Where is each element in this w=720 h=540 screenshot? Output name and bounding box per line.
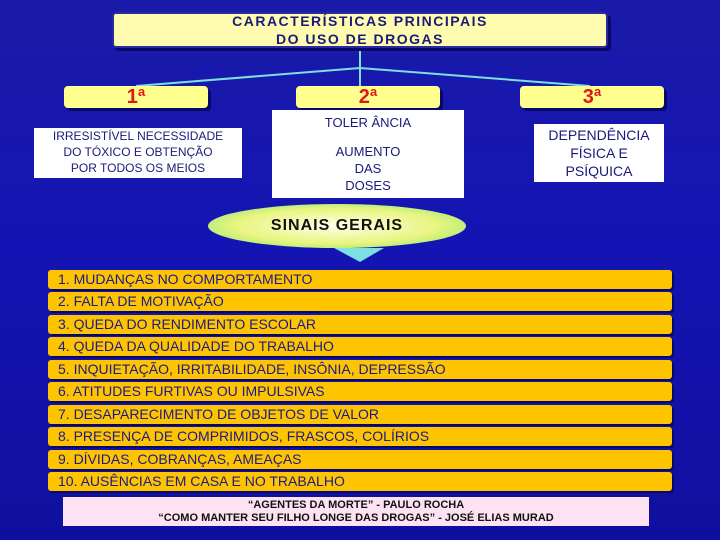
sign-item-6: 6. ATITUDES FURTIVAS OU IMPULSIVAS: [48, 382, 672, 401]
characteristic-3-line-3: PSÍQUICA: [565, 163, 633, 179]
characteristic-1-line-3: POR TODOS OS MEIOS: [70, 161, 206, 175]
signs-heading-text: SINAIS GERAIS: [270, 217, 404, 234]
characteristic-1-line-2: DO TÓXICO E OBTENÇÃO: [63, 145, 213, 159]
sign-item-3: 3. QUEDA DO RENDIMENTO ESCOLAR: [48, 315, 672, 334]
characteristic-2-heading: TOLER ÂNCIA: [324, 115, 412, 130]
characteristic-1-number: 1ª: [64, 86, 208, 108]
sign-item-9: 9. DÍVIDAS, COBRANÇAS, AMEAÇAS: [48, 450, 672, 469]
sign-item-7: 7. DESAPARECIMENTO DE OBJETOS DE VALOR: [48, 405, 672, 424]
characteristic-1-line-1: IRRESISTÍVEL NECESSIDADE: [52, 129, 224, 143]
characteristic-2-line-2: DAS: [354, 161, 382, 176]
sign-item-5: 5. INQUIETAÇÃO, IRRITABILIDADE, INSÔNIA, DEPRESSÃO: [48, 360, 672, 379]
characteristic-3-line-1: DEPENDÊNCIA: [548, 127, 650, 143]
characteristic-2-line-1: AUMENTO: [335, 144, 401, 159]
main-title: [112, 12, 608, 48]
characteristic-2-number: 2ª: [296, 86, 440, 108]
sign-item-2: 2. FALTA DE MOTIVAÇÃO: [48, 292, 672, 311]
characteristic-3-line-2: FÍSICA E: [570, 145, 628, 161]
characteristic-2-description: [272, 110, 464, 198]
credit-line-2: “COMO MANTER SEU FILHO LONGE DAS DROGAS” - JOSÉ ELIAS MURAD: [158, 511, 554, 524]
characteristic-2-line-3: DOSES: [345, 178, 391, 193]
characteristic-1-description: [34, 128, 242, 178]
title-line-2: DO USO DE DROGAS: [276, 31, 444, 47]
characteristic-3-description: [534, 124, 664, 182]
signs-heading: [208, 204, 466, 248]
sign-item-8: 8. PRESENÇA DE COMPRIMIDOS, FRASCOS, COLÍRIOS: [48, 427, 672, 446]
credit-line-1: “AGENTES DA MORTE” - PAULO ROCHA: [247, 498, 465, 511]
sign-item-1: 1. MUDANÇAS NO COMPORTAMENTO: [48, 270, 672, 289]
down-arrow-icon: [334, 248, 384, 262]
characteristic-3-number: 3ª: [520, 86, 664, 108]
sign-item-10: 10. AUSÊNCIAS EM CASA E NO TRABALHO: [48, 472, 672, 491]
sign-item-4: 4. QUEDA DA QUALIDADE DO TRABALHO: [48, 337, 672, 356]
credits: [63, 497, 649, 526]
title-line-1: CARACTERÍSTICAS PRINCIPAIS: [232, 13, 488, 29]
